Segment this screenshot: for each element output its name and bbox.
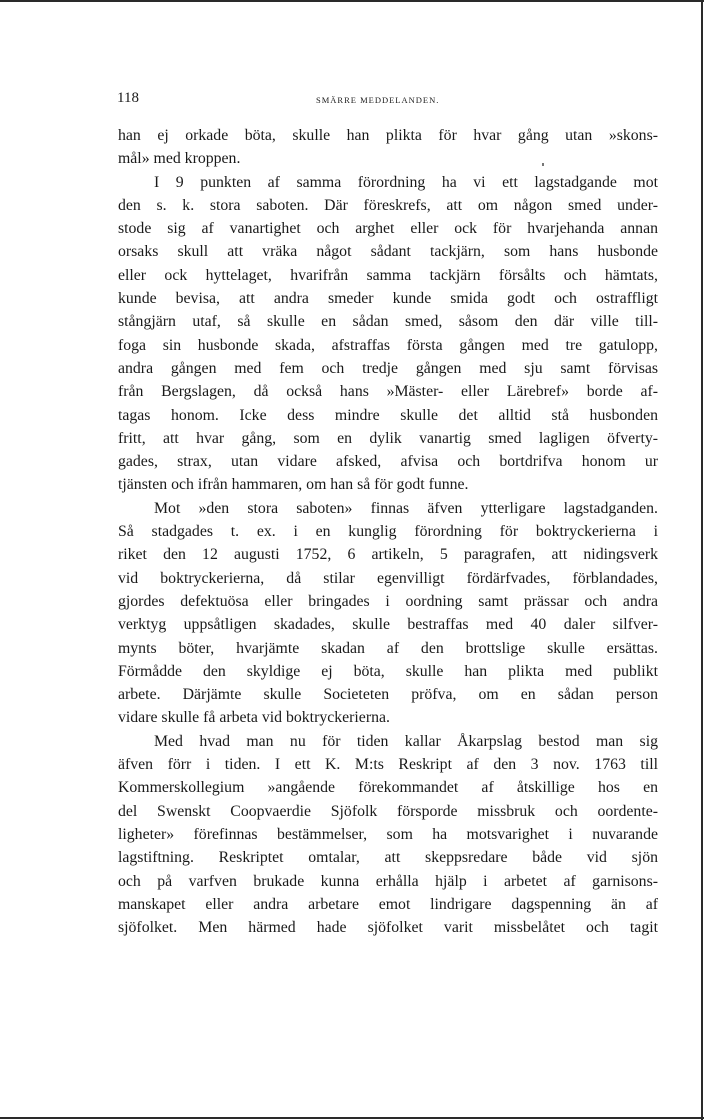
text-line: I 9 punkten af samma förordning ha vi ett lagstadgande mot [154,173,658,191]
text-line: gjordes defektuösa eller bringades i oordning samt prässar och andra [118,592,658,610]
text-line: andra gången med fem och tredje gången med sju samt förvisas [118,359,658,377]
text-line: den s. k. stora saboten. Där föreskrefs, att om någon smed under- [118,196,658,214]
running-head: SMÄRRE MEDDELANDEN. [316,95,440,105]
text-line: mynts böter, hvarjämte skadan af den brottslige skulle ersättas. [118,639,658,657]
text-line: sjöfolket. Men härmed hade sjöfolket varit missbelåtet och tagit [118,919,658,937]
text-line: ligheter» förefinnas bestämmelser, som ha motsvarighet i nuvarande [118,825,658,843]
top-border-line [0,0,704,2]
text-line: kunde bevisa, att andra smeder kunde smida godt och ostraffligt [118,290,658,308]
text-line: mål» med kroppen. [118,150,241,168]
text-line: gades, strax, utan vidare afsked, afvisa och bortdrifva honom ur [118,453,658,471]
text-line: äfven förr i tiden. I ett K. M:ts Reskript af den 3 nov. 1763 till [118,756,658,774]
text-line: och på varfven brukade kunna erhålla hjälp i arbetet af garnisons- [118,872,658,890]
right-border-line [701,0,703,1120]
text-line: tagas honom. Icke dess mindre skulle det alltid stå husbonden [118,406,658,424]
text-line: foga sin husbonde skada, afstraffas första gången med tre gatulopp, [118,336,658,354]
text-line: manskapet eller andra arbetare emot lindrigare dagspenning än af [118,895,658,913]
page-number: 118 [117,90,139,106]
text-line: Med hvad man nu för tiden kallar Åkarpslag bestod man sig [154,732,658,750]
text-line: Kommerskollegium »angående förekommandet af åtskillige hos en [118,779,658,797]
text-line: vidare skulle få arbeta vid boktryckerierna. [118,709,390,727]
text-line: Mot »den stora saboten» finnas äfven ytterligare lagstadganden. [154,499,658,517]
text-line: fritt, att hvar gång, som en dylik vanartig smed lagligen öfverty- [118,429,658,447]
text-line: från Bergslagen, då också hans »Mäster- eller Lärebref» borde af- [118,383,658,401]
text-line: tjänsten och ifrån hammaren, om han så för godt funne. [118,476,469,494]
text-line: vid boktryckerierna, då stilar egenvilligt fördärfvades, förblandades, [118,569,658,587]
bottom-border-line [0,1117,704,1119]
text-line: del Swenskt Coopvaerdie Sjöfolk försporde missbruk och oordente- [118,802,658,820]
text-line: Förmådde den skyldige ej böta, skulle han plikta med publikt [118,662,658,680]
text-line: lagstiftning. Reskriptet omtalar, att skeppsredare både vid sjön [118,849,658,867]
text-line: verktyg uppsåtligen skadades, skulle bestraffas med 40 daler silfver- [118,616,658,634]
text-line: eller ock hyttelaget, hvarifrån samma tackjärn försålts och hämtats, [118,266,658,284]
text-line: han ej orkade böta, skulle han plikta för hvar gång utan »skons- [118,127,658,144]
text-line: Så stadgades t. ex. i en kunglig förordning för boktryckerierna i [118,523,658,541]
body-text [118,124,658,939]
text-line: orsaks skull att vräka något sådant tackjärn, som hans husbonde [118,243,658,261]
text-line: arbete. Därjämte skulle Societeten pröfva, om en sådan person [118,686,658,704]
text-line: stångjärn utaf, så skulle en sådan smed, såsom den där ville till- [118,313,658,331]
text-line: riket den 12 augusti 1752, 6 artikeln, 5 paragrafen, att nidingsverk [118,546,658,564]
text-line: stode sig af vanartighet och arghet eller ock för hvarjehanda annan [118,220,658,238]
